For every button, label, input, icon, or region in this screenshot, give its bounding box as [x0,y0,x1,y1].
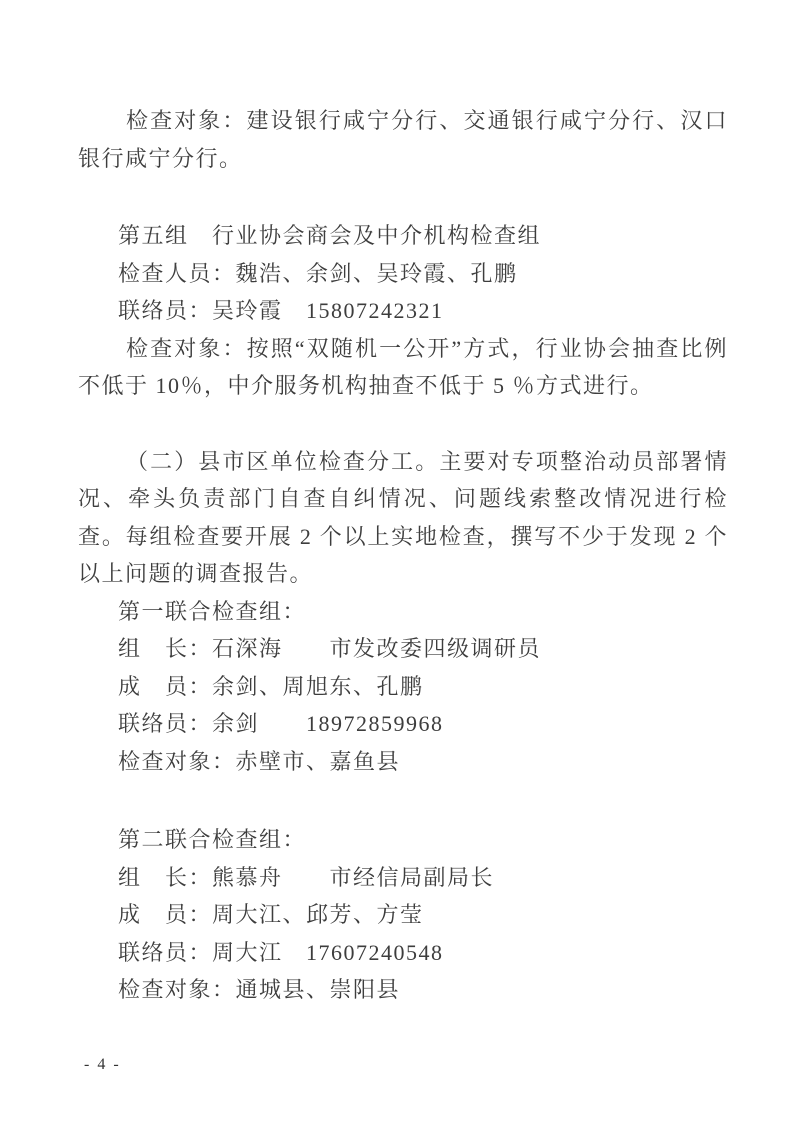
joint-group1-targets: 检查对象：赤壁市、嘉鱼县 [118,748,401,774]
paragraph-bank-inspection-targets: 检查对象：建设银行咸宁分行、交通银行咸宁分行、汉口银行咸宁分行。 [78,108,728,171]
group5-inspectors: 检查人员：魏浩、余剑、吴玲霞、孔鹏 [118,260,518,286]
joint-group1-liaison: 联络员：余剑 18972859968 [118,711,444,736]
joint-group1-title: 第一联合检查组： [118,598,307,624]
group5-title: 第五组 行业协会商会及中介机构检查组 [118,223,542,248]
joint-group2-members: 成 员：周大江、邱芳、方莹 [118,902,424,927]
group5-liaison: 联络员：吴玲霞 15807242321 [118,298,444,323]
document-body [78,102,728,1009]
section-joint-group1 [78,593,728,781]
joint-group1-members: 成 员：余剑、周旭东、孔鹏 [118,673,424,699]
joint-group1-leader: 组 长：石深海 市发改委四级调研员 [118,636,542,661]
page-number: - 4 - [84,1056,121,1073]
group5-inspection-targets: 检查对象：按照“双随机一公开”方式，行业协会抽查比例不低于 10％，中介服务机构抽查不低于 5 ％方式进行。 [78,335,728,398]
joint-group2-liaison: 联络员：周大江 17607240548 [118,939,444,965]
paragraph-county-division: （二）县市区单位检查分工。主要对专项整治动员部署情况、牵头负责部门自查自纠情况、问题线索整改情况进行检查。每组检查要开展 2 个以上实地检查，撰写不少于发现 2 个以上问题的调查报告。 [78,448,728,586]
joint-group2-targets: 检查对象：通城县、崇阳县 [118,977,401,1002]
joint-group2-title: 第二联合检查组： [118,827,307,852]
section-group5 [78,217,728,405]
joint-group2-leader: 组 长：熊慕舟 市经信局副局长 [118,864,495,890]
section-joint-group2 [78,821,728,1009]
